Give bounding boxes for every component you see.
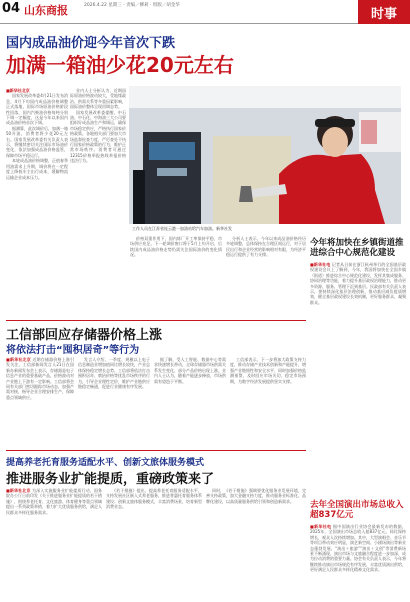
side2-byline: ■新华社电 <box>310 524 332 529</box>
sec3-byline: ■新华社北京 <box>6 488 31 493</box>
sec3-column-2 <box>106 488 202 600</box>
lead-paragraph: 据测算，此次调价后，加满一箱50升油，消费者将少花20元左右。国家发展改革委有关负责人表示，将继续密切关注国际市场油价变化，依法加强成品油价格监管，保障市场平稳运行。 <box>6 125 68 158</box>
masthead <box>0 0 410 24</box>
side2-title: 去年全国演出市场总收入超837亿元 <box>310 500 404 520</box>
sec2-paragraph: 据了解，受人工智能、数据中心等需求快速增长带动，全球存储器市场供需关系发生变化，部分产品价格出现上涨。业内人士认为，随着产能逐步释放，市场供需有望趋于平衡。 <box>154 357 226 384</box>
section-divider <box>6 450 306 451</box>
side2-body <box>310 524 406 600</box>
photo-caption: 工作人员在江苏省连云港一加油站给汽车加油。新华社发 <box>132 226 232 231</box>
lead-column-4 <box>226 236 306 318</box>
sec2-column-3 <box>154 357 226 445</box>
sec2-column-2 <box>78 357 150 445</box>
sec3-title-line2: 推进服务业扩能提质，重磅政策来了 <box>6 472 215 487</box>
lead-byline: ■新华社北京 <box>6 88 30 93</box>
sec2-paragraph: 发言人介绍，一季度，规模以上电子信息制造业增加值同比增长较快，产业总体保持稳定增长态势。工信部将依法打击囤积居奇、哄抬价格等扰乱市场秩序的行为，引导企业理性定价，维护产业链供应链稳定畅通，促进行业健康有序发展。 <box>78 357 150 390</box>
sec3-paragraph: 《若干措施》提出，提高养老托育服务适配水平，支持发展社区嵌入式养老服务，推进普惠托育服务体系建设；创新文旅体服务模式，丰富消费场景，培育新型消费业态。 <box>106 488 202 510</box>
newspaper-brand: 山东商报 <box>24 4 68 17</box>
page-number: 04 <box>2 1 21 16</box>
section-label: 时事 <box>358 0 410 24</box>
sec3-column-1 <box>6 488 102 600</box>
side2-text: 据中国演出行业协会最新发布的数据，2025年，全国演出市场总收入超837亿元，同比保持增长，观众人次持续增加。其中，大型演唱会、音乐节等项目带动效应明显，演艺新空间、小剧场演出等新业态蓬勃发展。“演出＋旅游”“演出＋文创”等消费新场景不断涌现，演出市场与文旅融合程度进一步加深，成为拉动消费的重要力量。协会有关负责人表示，今年将继续推动演出市场规范有序发展，丰富优质演出供给，更好满足人民群众多样化精神文化需求。 <box>310 524 406 573</box>
lead-paragraph: 国家发展改革委提醒，中石油、中石化、中海油三大公司要组织好成品油生产和调运，确保市场稳定供应，严格执行国家价格政策。各地相关部门要加大市场监督检查力度，严厉查处不执行国家价格政策的行为，维护正常市场秩序。消费者可通过12315价格举报热线举报价格违法行为。 <box>70 109 126 164</box>
sec3-column-3 <box>206 488 306 600</box>
side1-title: 今年将加快在乡镇街道推进综合中心规范化建设 <box>310 238 404 258</box>
sec3-text: 为深入实施服务业扩能提质行动，国务院办公厅日前印发《关于推进服务业扩能提质的若干措施》，围绕养老托育、文化旅游、体育健身等重点领域提出一系列政策举措，着力扩大优质服务供给，满足人民群众多样化服务需求。 <box>6 488 102 515</box>
sec2-title: 工信部回应存储器价格上涨 <box>6 328 163 343</box>
lead-deck: 国内成品油价迎今年首次下跌 <box>6 36 176 51</box>
sec2-paragraph: 工信部表示，下一步将加大政策支持力度，推动存储产业技术创新和产能提升，增强产业链韧性和安全水平，同时加强价格监测预警，及时回应市场关切，稳定市场预期，为数字经济发展提供坚实支撑。 <box>230 357 306 384</box>
lead-paragraph: 价格双重作用下，国内炼厂开工率保持平稳，市场供应充足。下一轮调价窗口将于5月上旬开启，后续国内成品油价格走势仍需关注国际油价的变化情况。 <box>130 236 222 258</box>
lead-photo <box>129 86 401 224</box>
lead-paragraph: 业内人士分析认为，近期国际原油价格波动较大，受地缘政治、供需关系等多重因素影响，国际油价整体呈现回调态势。 <box>70 88 126 110</box>
sec2-column-4 <box>230 357 306 445</box>
sec2-column-1 <box>6 357 74 445</box>
issue-info: 2026.4.22 星期三 · 责编／柳莉 · 组版／胡金华 <box>84 3 180 8</box>
side1-text: 记者从日前在浙江杭州举行的全国基层政权建设会议上了解到，今年，我国将加快在全国乡镇（街道）推进综合中心规范化建设，发挥其集成服务、协同治理等功能，着力提升基层政权治理能力，推动更多资源、服务、管理下沉到基层。民政部有关负责人表示，要持续深化基层治理创新，推动基层减负提质增效，健全基层政权建设长效机制，更好服务群众、凝聚群众。 <box>310 262 406 305</box>
sec2-byline: ■新华社北京 <box>6 357 31 362</box>
sec2-text: 近期存储器价格上涨引发关注。工信部新闻发言人21日在国新办新闻发布会上表示，存储器是电子信息产业的重要基础产品，价格波动对产业链上下游有一定影响。工信部将会同有关部门密切跟踪市场动态，加强产需对接，指导企业合理安排生产，保障重点领域供应。 <box>6 357 74 400</box>
side1-body <box>310 262 406 498</box>
lead-column-3 <box>130 236 222 318</box>
sec3-paragraph: 同时，《若干措施》强调要优化服务业发展环境，完善支持政策，加大金融支持力度，推动服务业标准化、品牌化建设，以高质量服务供给引领和创造新需求。 <box>206 488 306 504</box>
lead-headline: 加满一箱油少花20元左右 <box>6 53 234 77</box>
lead-paragraph: 国家发展改革委4月21日发布消息，4月下旬国内成品油价格调整正式落地，国际市场原油价格阶段性回落，国内汽柴油价格每吨分别下调一定幅度，这是今年以来国内成品油价格首次下调。 <box>6 93 68 126</box>
lead-paragraph: 分析人士表示，今年以来成品油价格经历多轮调整，总体保持在合理区间运行，对于居民出行和企业经营的影响相对有限，为经济平稳运行提供了有力支撑。 <box>226 236 306 258</box>
side1-byline: ■新华社电 <box>310 262 331 267</box>
lead-paragraph: 本轮成品油价格调整，正值春季用油需求上升期，调价将在一定程度上降低车主出行成本，缓解物流运输企业成本压力。 <box>6 158 68 180</box>
sec3-title-line1: 提高养老托育服务适配水平、创新文旅体服务模式 <box>6 458 205 468</box>
lead-column-2 <box>70 88 126 318</box>
lead-column-1 <box>6 88 68 318</box>
refueling-photo-illustration <box>129 86 401 224</box>
section-divider <box>6 320 306 321</box>
sec2-subtitle: 将依法打击“囤积居奇”等行为 <box>6 345 140 356</box>
